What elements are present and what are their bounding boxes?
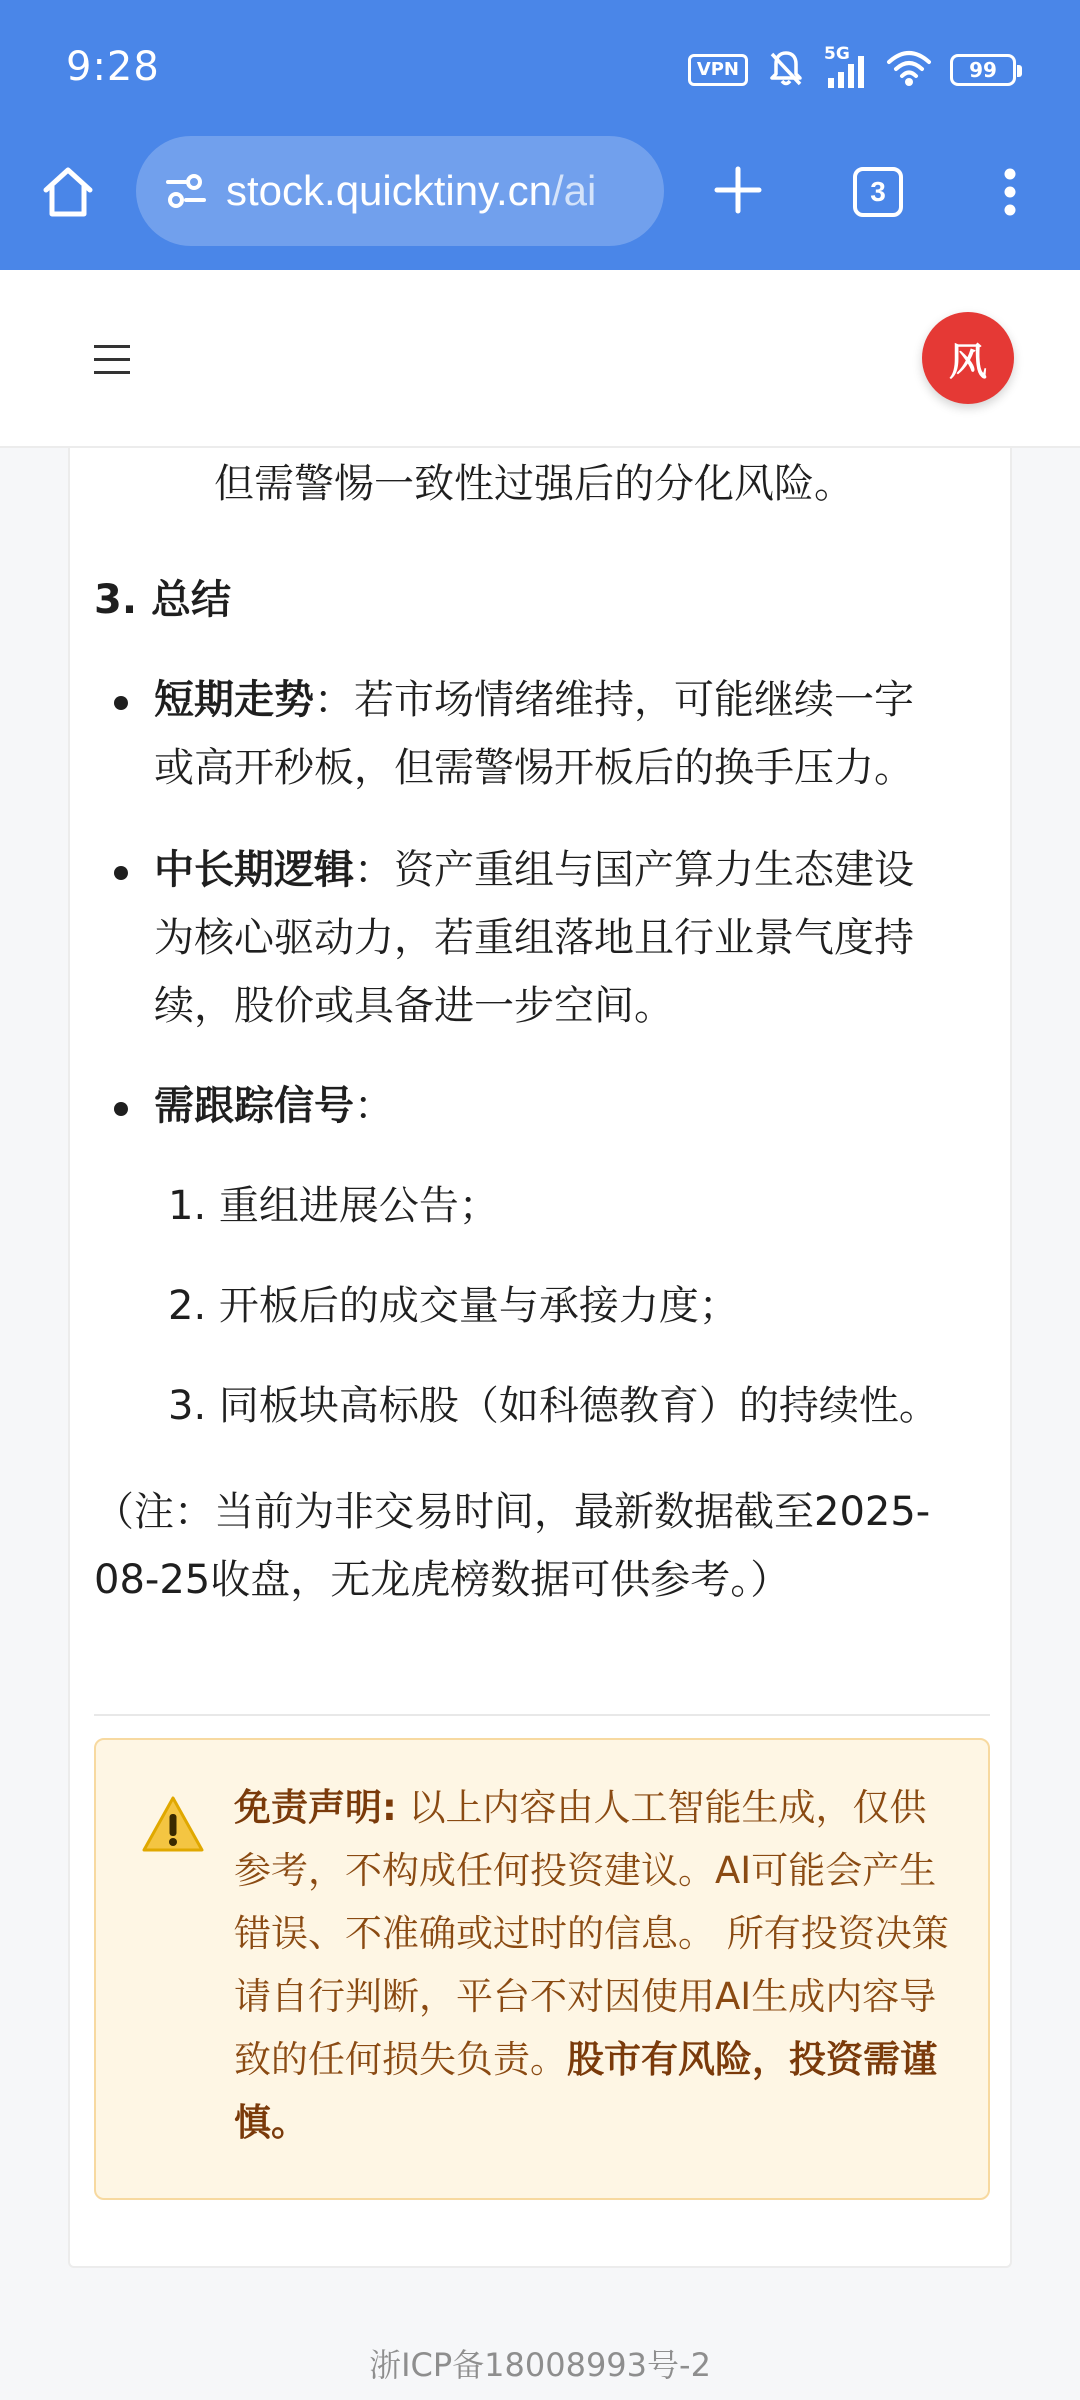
disclaimer-emphasis: 股市有风险，投资需谨慎。 bbox=[234, 2038, 937, 2144]
disclaimer-text bbox=[234, 1776, 954, 2154]
bullet-sep: ： bbox=[354, 1083, 394, 1129]
vpn-icon: VPN bbox=[688, 54, 748, 86]
bullet-label: 需跟踪信号 bbox=[154, 1083, 354, 1129]
section-title: 3. 总结 bbox=[94, 577, 231, 623]
signal-num: 2. bbox=[168, 1283, 207, 1329]
signal-item bbox=[168, 1172, 499, 1240]
url-host: stock.quicktiny.cn bbox=[226, 167, 553, 214]
tab-switcher-button[interactable] bbox=[842, 156, 914, 228]
signal-num: 3. bbox=[168, 1383, 207, 1429]
more-vert-icon bbox=[1000, 166, 1020, 218]
status-icons bbox=[688, 44, 1016, 92]
bullet-dot bbox=[114, 866, 128, 880]
disclaimer-body: 以上内容由人工智能生成，仅供参考，不构成任何投资建议。AI可能会产生错误、不准确或过时的信息。 所有投资决策请自行判断，平台不对因使用AI生成内容导致的任何损失负责。 bbox=[234, 1786, 949, 2081]
bullet-sep: ： bbox=[314, 677, 354, 723]
signal-item bbox=[168, 1372, 939, 1440]
note-line: （注：当前为非交易时间，最新数据截至2025- bbox=[94, 1489, 931, 1535]
avatar-text: 风 bbox=[948, 339, 987, 384]
bullet-dot bbox=[114, 696, 128, 710]
signal-num: 1. bbox=[168, 1183, 207, 1229]
warning-icon bbox=[140, 1792, 206, 1858]
bullet-short-term bbox=[154, 666, 1004, 802]
url-text bbox=[226, 167, 596, 215]
bullet-line: 或高开秒板，但需警惕开板后的换手压力。 bbox=[154, 745, 914, 791]
avatar[interactable] bbox=[922, 312, 1014, 404]
bullet-sep: ： bbox=[354, 847, 394, 893]
bullet-line: 为核心驱动力，若重组落地且行业景气度持 bbox=[154, 915, 914, 961]
battery-icon: 99 bbox=[950, 54, 1016, 86]
note-line: 08-25收盘，无龙虎榜数据可供参考。） bbox=[94, 1557, 791, 1603]
signal-text: 重组进展公告； bbox=[218, 1183, 499, 1229]
bullet-mid-long-term bbox=[154, 836, 1004, 1040]
tabs-icon bbox=[853, 167, 903, 217]
signal-text: 同板块高标股（如科德教育）的持续性。 bbox=[218, 1383, 939, 1429]
url-bar[interactable] bbox=[136, 136, 664, 246]
bullet-line: 续，股价或具备进一步空间。 bbox=[154, 983, 674, 1029]
new-tab-button[interactable] bbox=[700, 152, 776, 228]
tab-count: 3 bbox=[870, 176, 886, 207]
bullet-label: 中长期逻辑 bbox=[154, 847, 354, 893]
bullet-signals bbox=[154, 1072, 394, 1140]
disclaimer-title: 免责声明: bbox=[234, 1786, 397, 1829]
home-icon bbox=[38, 162, 98, 222]
browser-toolbar bbox=[0, 136, 1080, 270]
bullet-line: 若市场情绪维持，可能继续一字 bbox=[354, 677, 914, 723]
divider bbox=[94, 1714, 990, 1716]
hamburger-icon bbox=[92, 342, 132, 378]
disclaimer-box bbox=[94, 1738, 990, 2200]
answer-card bbox=[68, 448, 1012, 2268]
home-button[interactable] bbox=[30, 154, 106, 230]
url-path: /ai bbox=[552, 167, 597, 214]
bullet-label: 短期走势 bbox=[154, 677, 314, 723]
signal-item bbox=[168, 1272, 739, 1340]
bell-off-icon bbox=[766, 48, 806, 92]
signal-text: 开板后的成交量与承接力度； bbox=[218, 1283, 739, 1329]
menu-button[interactable] bbox=[84, 332, 140, 388]
plus-icon bbox=[713, 165, 763, 215]
bullet-dot bbox=[114, 1102, 128, 1116]
wifi-icon bbox=[886, 48, 932, 92]
status-bar bbox=[0, 0, 1080, 136]
note-text bbox=[94, 1478, 1004, 1614]
browser-menu-button[interactable] bbox=[980, 156, 1040, 228]
continuation-text: 但需警惕一致性过强后的分化风险。 bbox=[214, 461, 854, 507]
browser-chrome bbox=[0, 0, 1080, 270]
bullet-line: 资产重组与国产算力生态建设 bbox=[394, 847, 914, 893]
site-settings-icon[interactable] bbox=[164, 169, 208, 213]
status-time: 9:28 bbox=[66, 44, 160, 90]
icp-link[interactable]: 浙ICP备18008993号-2 bbox=[369, 2346, 711, 2384]
signal-5g-icon: 5G bbox=[824, 50, 868, 90]
site-header bbox=[0, 270, 1080, 448]
